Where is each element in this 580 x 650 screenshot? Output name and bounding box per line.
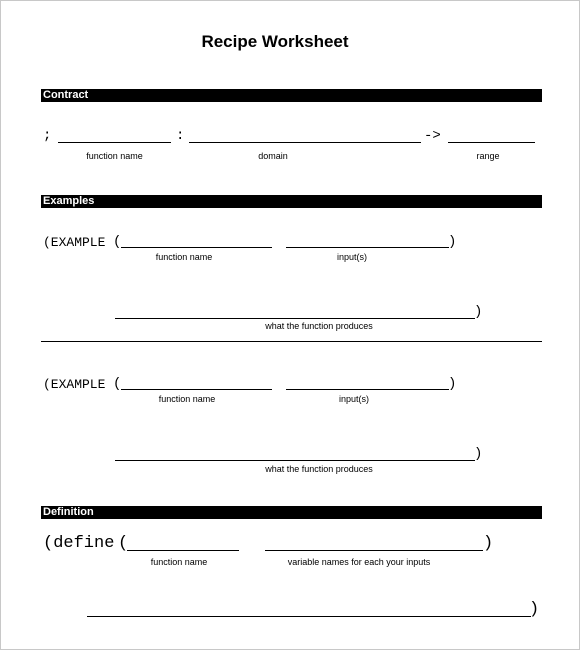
example-2-inputs-line[interactable] <box>286 389 449 390</box>
caption-domain: domain <box>258 151 288 161</box>
definition-caption-variables: variable names for each your inputs <box>287 557 431 567</box>
definition-variables-line[interactable] <box>265 550 483 551</box>
example-1-caption-function-name: function name <box>155 252 213 262</box>
definition-open-paren: ( <box>118 534 129 553</box>
example-2-keyword: (EXAMPLE <box>43 377 106 392</box>
example-2-produces-close-paren: ) <box>474 446 483 462</box>
definition-function-name-line[interactable] <box>127 550 239 551</box>
example-1-produces-close-paren: ) <box>474 304 483 320</box>
section-header-definition: Definition <box>41 506 542 519</box>
example-1-keyword: (EXAMPLE <box>43 235 106 250</box>
example-2-caption-function-name: function name <box>158 394 216 404</box>
definition-caption-function-name: function name <box>150 557 208 567</box>
example-1-produces-line[interactable] <box>115 318 475 319</box>
example-2-produces-line[interactable] <box>115 460 475 461</box>
example-2-close-paren: ) <box>448 376 457 392</box>
contract-colon: : <box>176 128 185 144</box>
example-2-open-paren: ( <box>113 376 122 392</box>
section-header-contract: Contract <box>41 89 542 102</box>
contract-function-name-line[interactable] <box>58 142 171 143</box>
definition-close-paren: ) <box>483 534 494 553</box>
contract-arrow: -> <box>424 128 441 144</box>
caption-function-name: function name <box>86 151 143 161</box>
example-1-caption-produces: what the function produces <box>265 321 373 331</box>
example-1-close-paren: ) <box>448 234 457 250</box>
caption-range: range <box>476 151 500 161</box>
example-1-inputs-line[interactable] <box>286 247 449 248</box>
definition-body-close-paren: ) <box>529 600 540 619</box>
definition-body-line[interactable] <box>87 616 531 617</box>
example-2-caption-produces: what the function produces <box>265 464 373 474</box>
definition-keyword: (define <box>43 534 115 553</box>
example-2-function-name-line[interactable] <box>121 389 272 390</box>
contract-semicolon: ; <box>43 128 52 144</box>
example-2-caption-inputs: input(s) <box>338 394 369 404</box>
contract-domain-line[interactable] <box>189 142 421 143</box>
example-1-caption-inputs: input(s) <box>336 252 367 262</box>
example-1-function-name-line[interactable] <box>121 247 272 248</box>
example-1-open-paren: ( <box>113 234 122 250</box>
example-divider <box>41 341 542 342</box>
page-title: Recipe Worksheet <box>201 32 349 51</box>
section-header-examples: Examples <box>41 195 542 208</box>
contract-range-line[interactable] <box>448 142 535 143</box>
